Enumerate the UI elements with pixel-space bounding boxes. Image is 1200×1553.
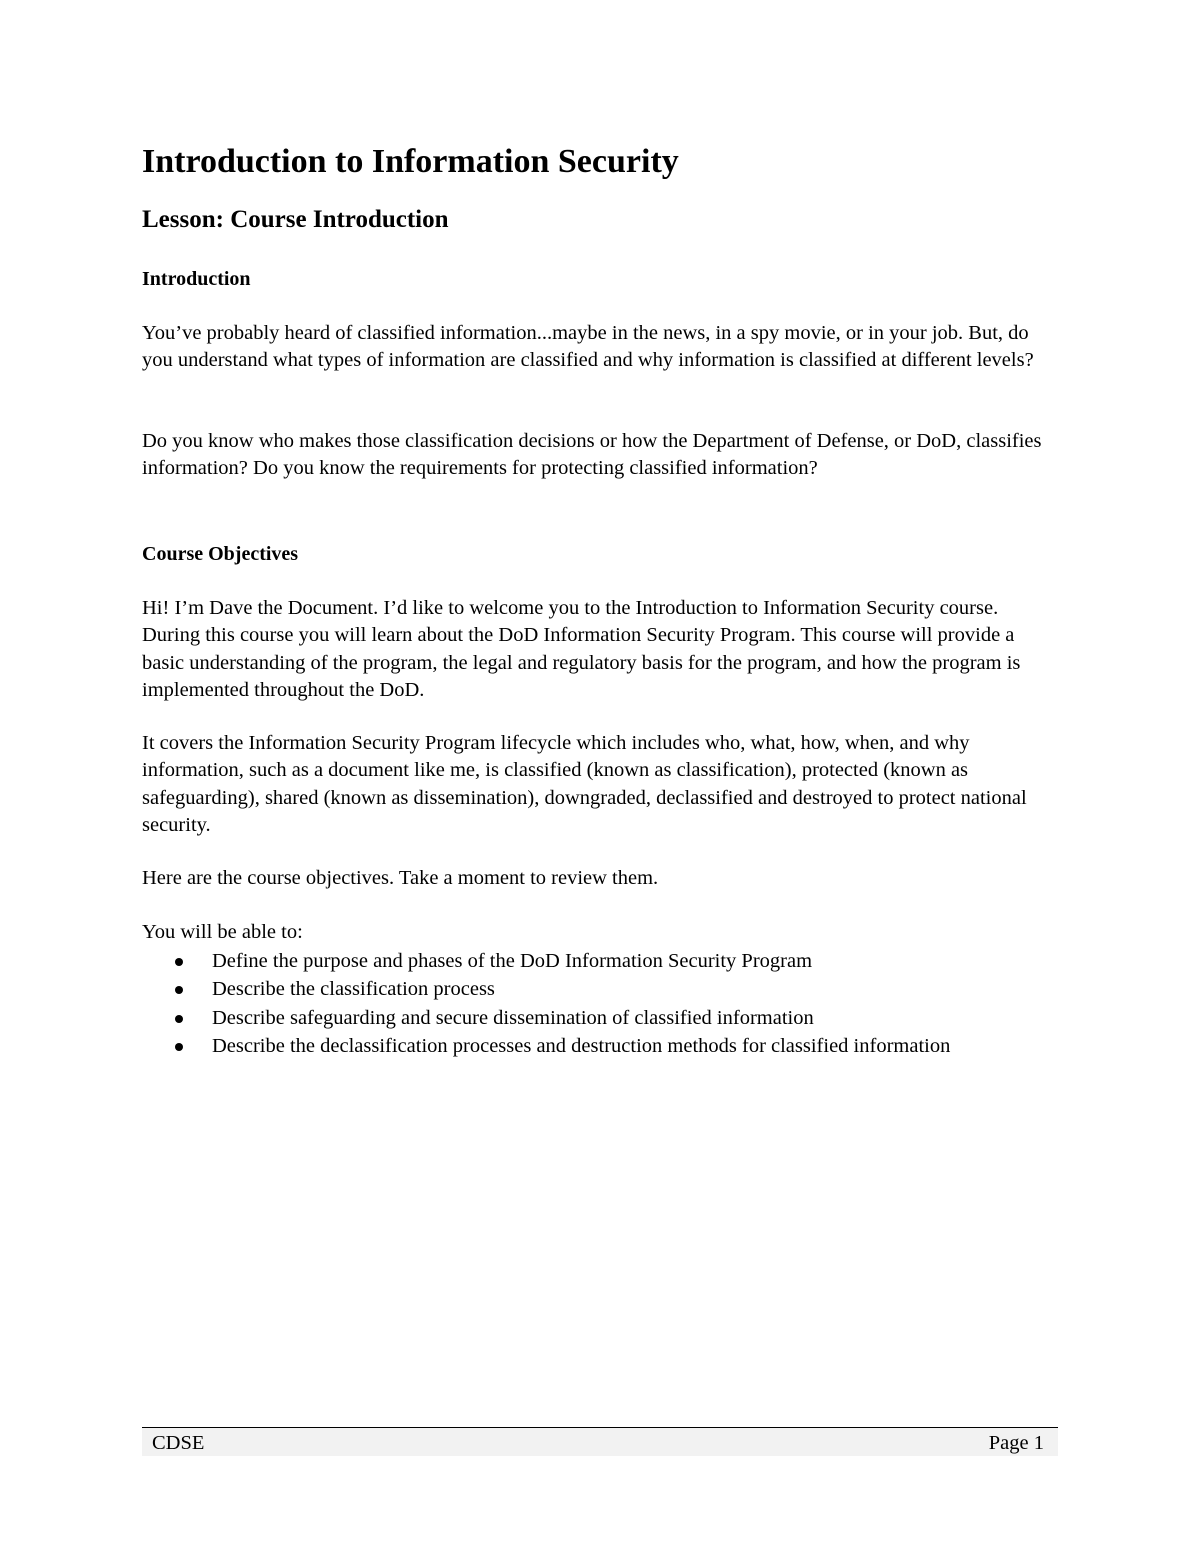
intro-paragraph-2: Do you know who makes those classification decisions or how the Department of Defense, or DoD, classifies information? Do you know the requirements for protecting classified information? [142,430,1042,480]
bullet-icon [175,1043,183,1051]
objectives-paragraph-3: Here are the course objectives. Take a moment to review them. [142,867,659,889]
objectives-list [142,947,1057,1060]
objectives-list-intro: You will be able to: [142,921,303,943]
footer-page-number: Page 1 [988,1432,1044,1454]
bullet-icon [175,986,183,994]
bullet-icon [175,958,183,966]
objectives-paragraph-1: Hi! I’m Dave the Document. I’d like to welcome you to the Introduction to Information Security course. During this course you will learn about the DoD Information Security Program. This course will provide a basic understanding of the program, the legal and regulatory basis for the program, and how the program is implemented throughout the DoD. [142,597,1021,701]
section-heading-introduction: Introduction [142,268,251,290]
objectives-paragraph-2: It covers the Information Security Program lifecycle which includes who, what, how, when, and why information, such as a document like me, is classified (known as classification), protected (known as safeguarding), shared (known as dissemination), downgraded, declassified and destroyed to protect national security. [142,732,1027,836]
section-heading-course-objectives: Course Objectives [142,543,299,565]
footer-organization: CDSE [152,1432,205,1454]
objective-text: Describe the classification process [212,978,495,1001]
list-item [142,1032,962,1060]
objective-text: Define the purpose and phases of the DoD Information Security Program [212,950,813,972]
lesson-title: Lesson: Course Introduction [142,206,449,233]
list-item [142,947,962,975]
bullet-icon [175,1015,183,1023]
list-item [142,1004,962,1032]
page-footer [142,1427,1058,1456]
list-item [142,975,962,1003]
document-title: Introduction to Information Security [142,143,679,180]
intro-paragraph-1: You’ve probably heard of classified information...maybe in the news, in a spy movie, or in your job. But, do you understand what types of information are classified and why information is classified at different levels? [142,322,1034,372]
objective-text: Describe the declassification processes and destruction methods for classified information [212,1034,951,1057]
objective-text: Describe safeguarding and secure dissemination of classified information [212,1006,814,1029]
